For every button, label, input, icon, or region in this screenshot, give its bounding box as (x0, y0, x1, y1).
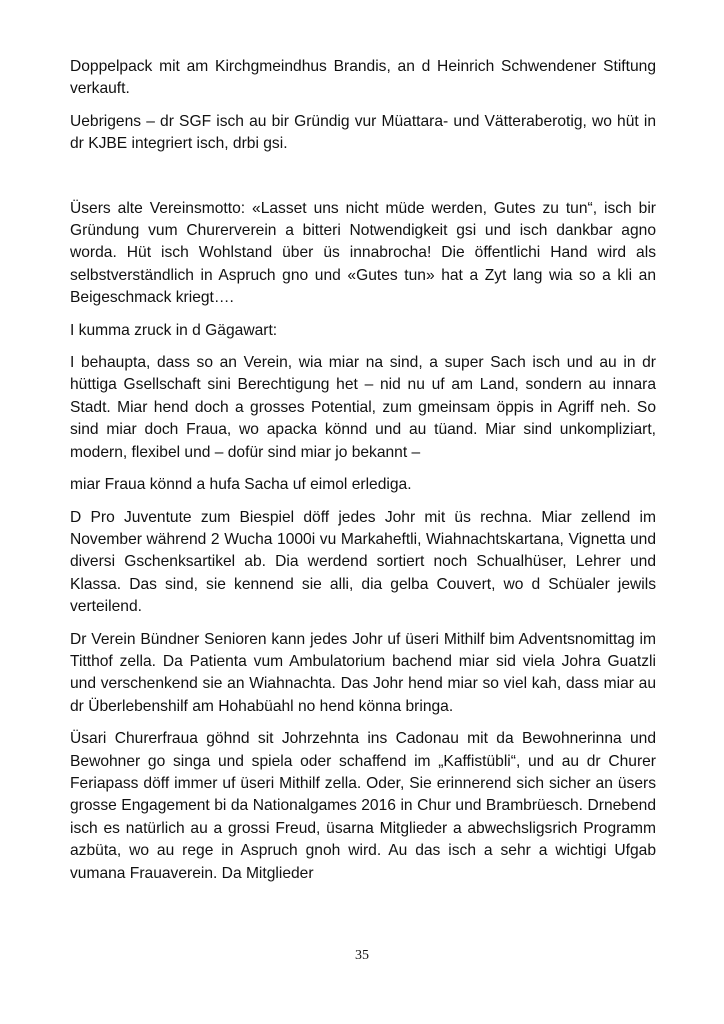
paragraph: I behaupta, dass so an Verein, wia miar na sind, a super Sach isch und au in dr hüttiga Gsellschaft sini Berechtigung het – nid nu uf am Land, sondern au innara Stadt. Miar hend doch a grosses Potential, zum gmeinsam öppis in Agriff neh. So sind miar doch Fraua, wo apacka könnd und au tüand. Miar sind unkompliziart, modern, flexibel und – dofür sind miar jo bekannt – (70, 354, 656, 461)
page-number: 35 (355, 948, 369, 963)
paragraph: Üsers alte Vereinsmotto: «Lasset uns nicht müde werden, Gutes zu tun“, isch bir Gründung vum Churerverein a bitteri Notwendigkeit gsi und isch dankbar agno worda. Hüt isch Wohlstand über üs innabrocha! Die öffentlichi Hand wird als selbstverständlich in Aspruch gno und «Gutes tun» hat a Zyt lang wia so a kli an Beigeschmack kriegt…. (70, 199, 656, 307)
paragraph: Doppelpack mit am Kirchgmeindhus Brandis, an d Heinrich Schwendener Stiftung verkauft. (70, 58, 656, 98)
paragraph: Üsari Churerfraua göhnd sit Johrzehnta ins Cadonau mit da Bewohnerinna und Bewohner go singa und spiela oder schaffend im „Kaffistübli“, und au dr Churer Feriapass döff immer uf üseri Mithilf zella. Oder, Sie erinnerend sich sicher an üsers grosse Engagement bi da Nationalgames 2016 in Chur und Brambrüesch. Drnebend isch es natürlich au a grossi Freud, üsarna Mitglieder a abwechsligsrich Programm azbüta, wo au rege in Aspruch gnoh wird. Au das isch a sehr a wichtigi Ufgab vumana Frauaverein. Da Mitglieder (70, 730, 656, 882)
paragraph: Uebrigens – dr SGF isch au bir Gründig vur Müattara- und Vätteraberotig, wo hüt in dr KJBE integriert isch, drbi gsi. (70, 112, 656, 153)
document-body (70, 56, 656, 895)
paragraph: Dr Verein Bündner Senioren kann jedes Johr uf üseri Mithilf bim Adventsnomittag im Titthof zella. Da Patienta vum Ambulatorium bachend miar sid viela Johra Guatzli und verschenkend sie an Wiahnachta. Das Johr hend miar so viel kah, dass miar au dr Überlebenshilf am Hohabüahl no hend könna bringa. (70, 630, 656, 715)
paragraph: miar Fraua könnd a hufa Sacha uf eimol erlediga. (70, 476, 412, 494)
paragraph: I kumma zruck in d Gägawart: (70, 321, 278, 339)
paragraph: D Pro Juventute zum Biespiel döff jedes Johr mit üs rechna. Miar zellend im November während 2 Wucha 1000i vu Markaheftli, Wiahnachtskartana, Vignetta und diversi Gschenksartikel ab. Dia werdend sortiert noch Schualhüser, Lehrer und Klassa. Das sind, sie kennend sie alli, dia gelba Couvert, wo d Schüaler jewils verteilend. (70, 508, 656, 616)
